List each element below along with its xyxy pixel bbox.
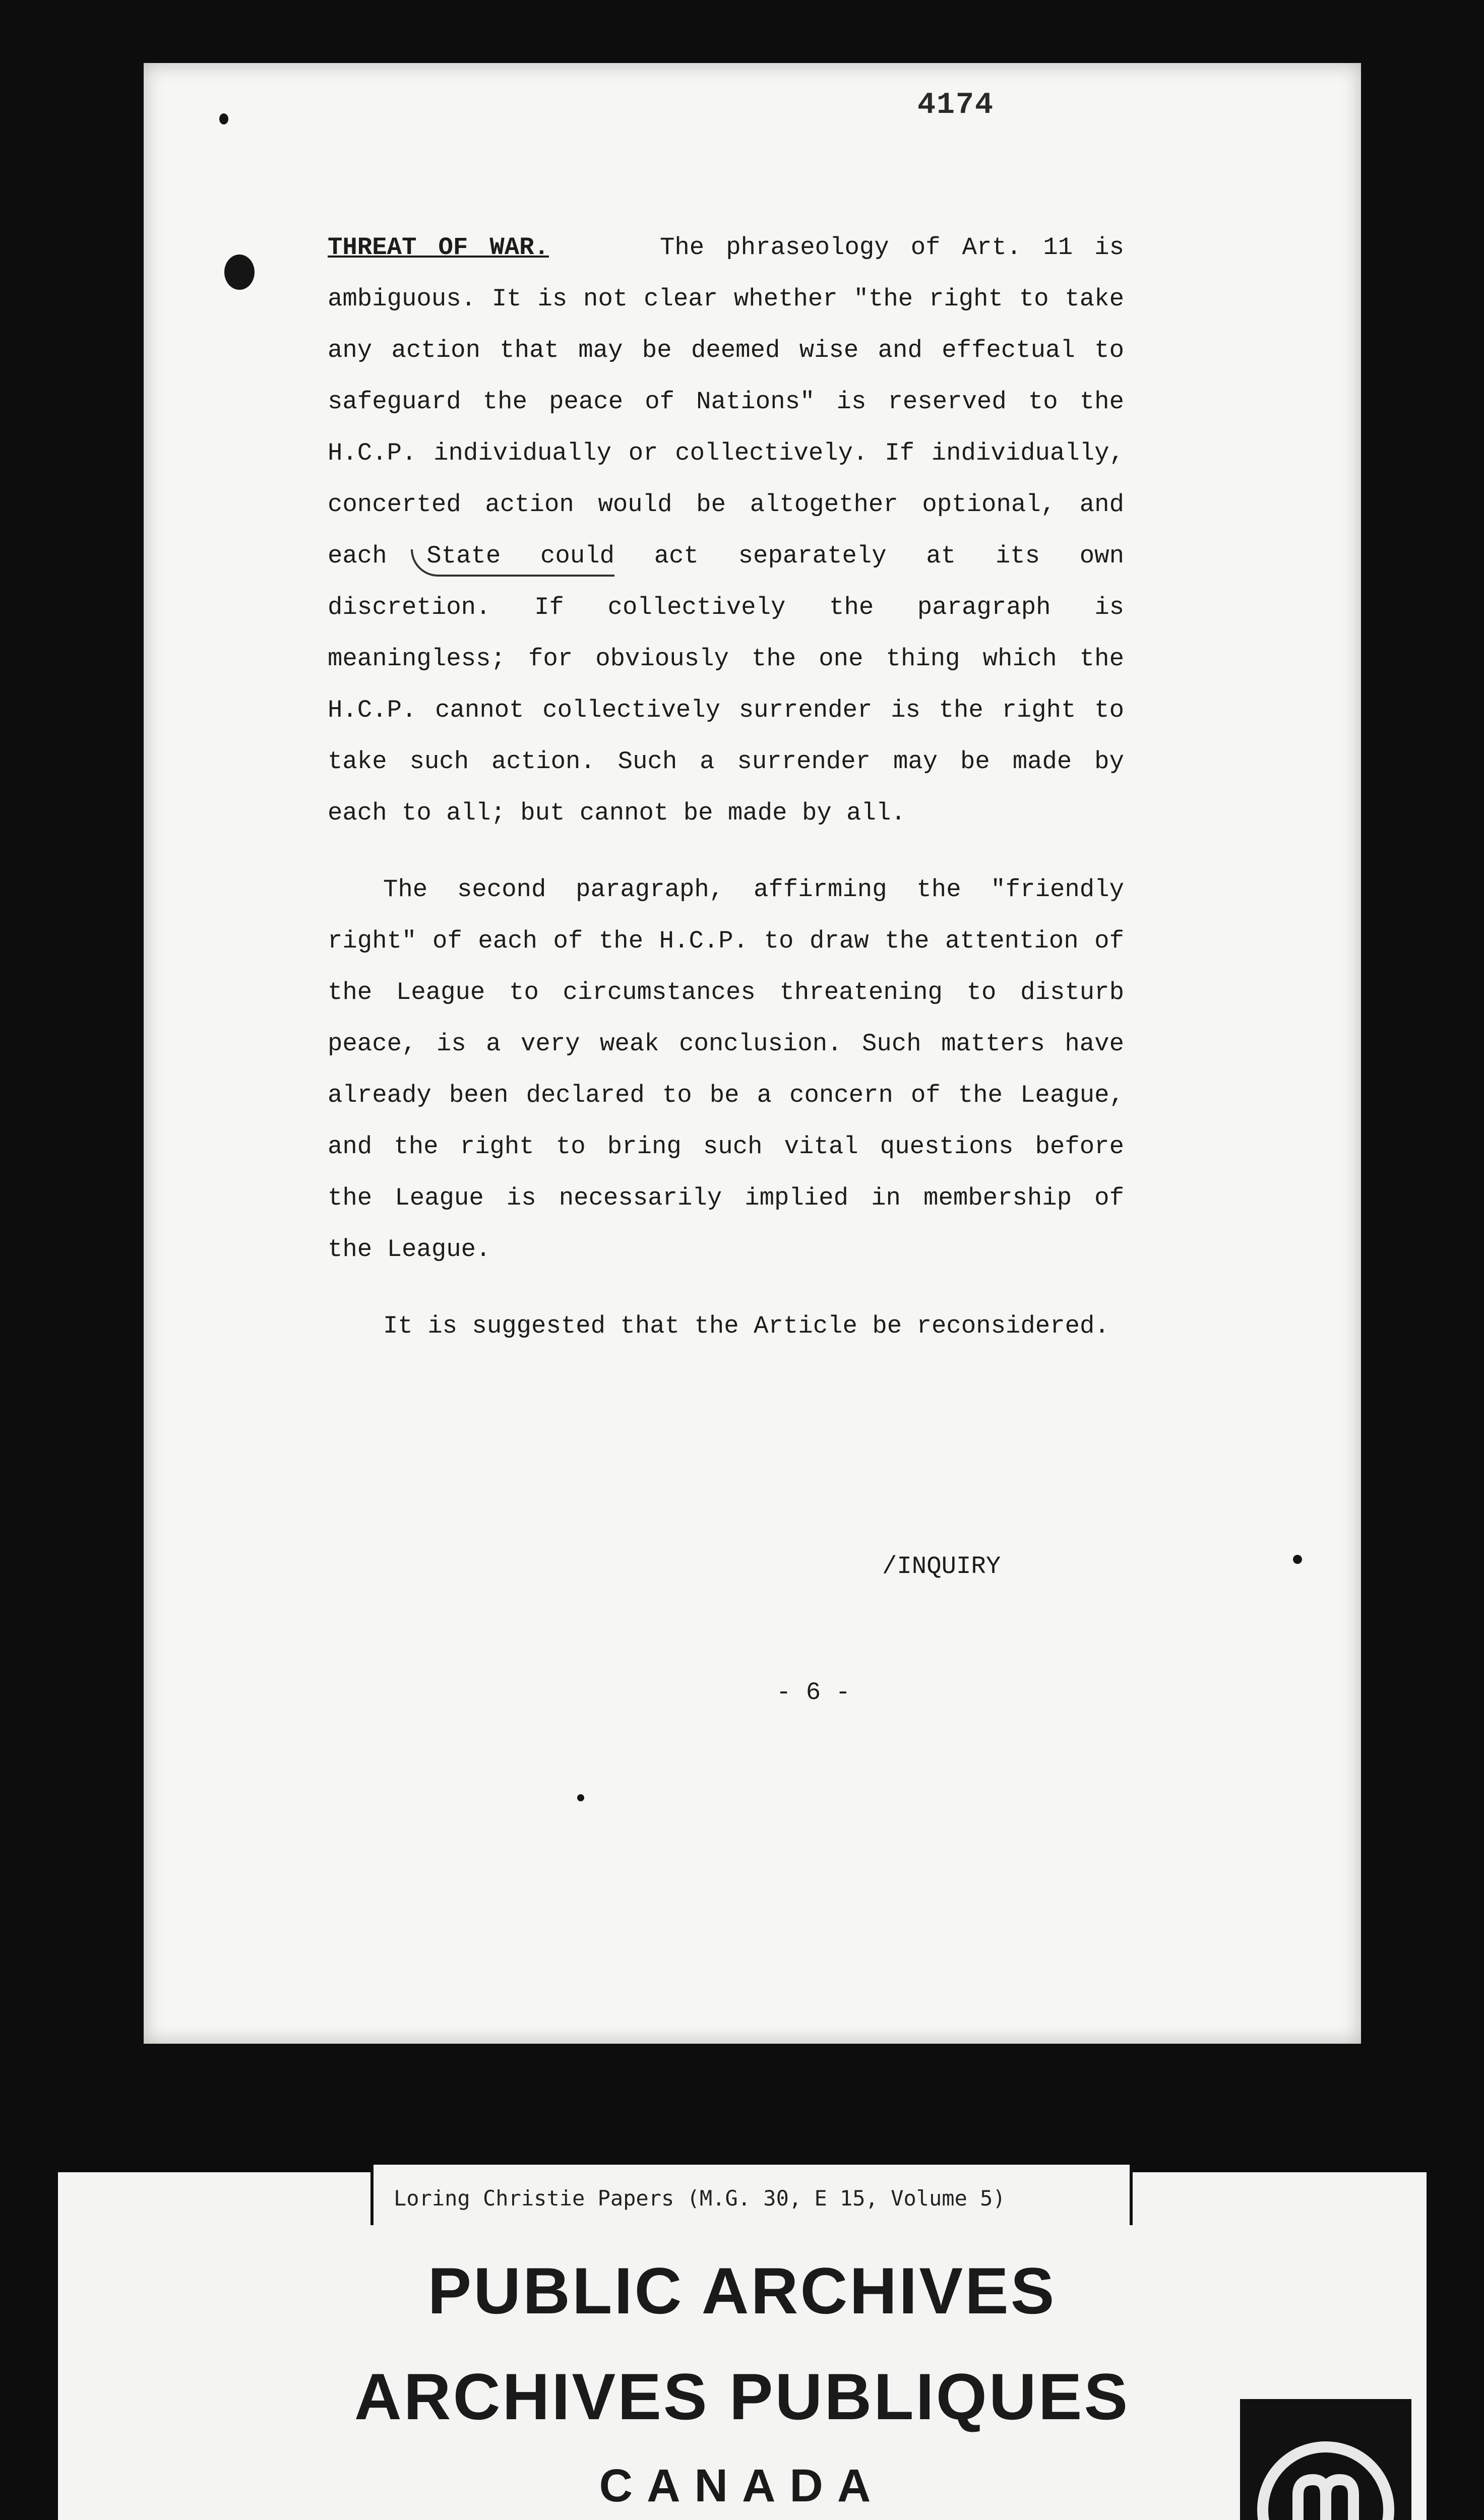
- archives-title-english: PUBLIC ARCHIVES: [427, 2254, 1057, 2327]
- paragraph-threat-of-war: [328, 222, 1124, 839]
- paragraph-1-text: The phraseology of Art. 11 is ambiguous. It is not clear whether "the right to take any action that may be deemed wise and effectual to safeguard the peace of Nations" is reserved to the H.C.P. individually or collectively. If individually, concerted action would be altogether optional, and each State could act separately at its own discretion. If collectively the paragraph is meaningless; for obviously the one thing which the H.C.P. cannot collectively surrender is the right to take such action. Such a surrender may be made by each to all; but cannot be made by all.: [328, 233, 1124, 827]
- paragraph-2: The second paragraph, affirming the "friendly right" of each of the H.C.P. to draw the attention of the League to circumstances threatening to disturb peace, is a very weak conclusion. Such matters have already been declared to be a concern of the League, and the right to bring such vital questions before the League is necessarily implied in membership of the League.: [328, 875, 1124, 1264]
- section-heading: THREAT OF WAR.: [328, 233, 549, 262]
- continuation-reference: /INQUIRY: [882, 1552, 1001, 1581]
- archives-logo: [1240, 2399, 1411, 2520]
- ink-speck: [1293, 1555, 1302, 1564]
- collection-label: [370, 2165, 1133, 2225]
- ink-speck: [577, 1794, 584, 1801]
- archives-country: CANADA: [599, 2460, 885, 2511]
- ink-blot: [224, 255, 255, 290]
- ink-speck: [219, 113, 228, 124]
- page-number: 4174: [917, 88, 995, 122]
- paragraph-3: It is suggested that the Article be reconsidered.: [383, 1312, 1109, 1340]
- folio-number: - 6 -: [776, 1678, 851, 1707]
- typed-text-block: [328, 222, 1124, 1352]
- archives-title-french: ARCHIVES PUBLIQUES: [354, 2360, 1130, 2433]
- archives-logo-icon: [1250, 2434, 1401, 2520]
- collection-reference: Loring Christie Papers (M.G. 30, E 15, Volume 5): [394, 2186, 1006, 2211]
